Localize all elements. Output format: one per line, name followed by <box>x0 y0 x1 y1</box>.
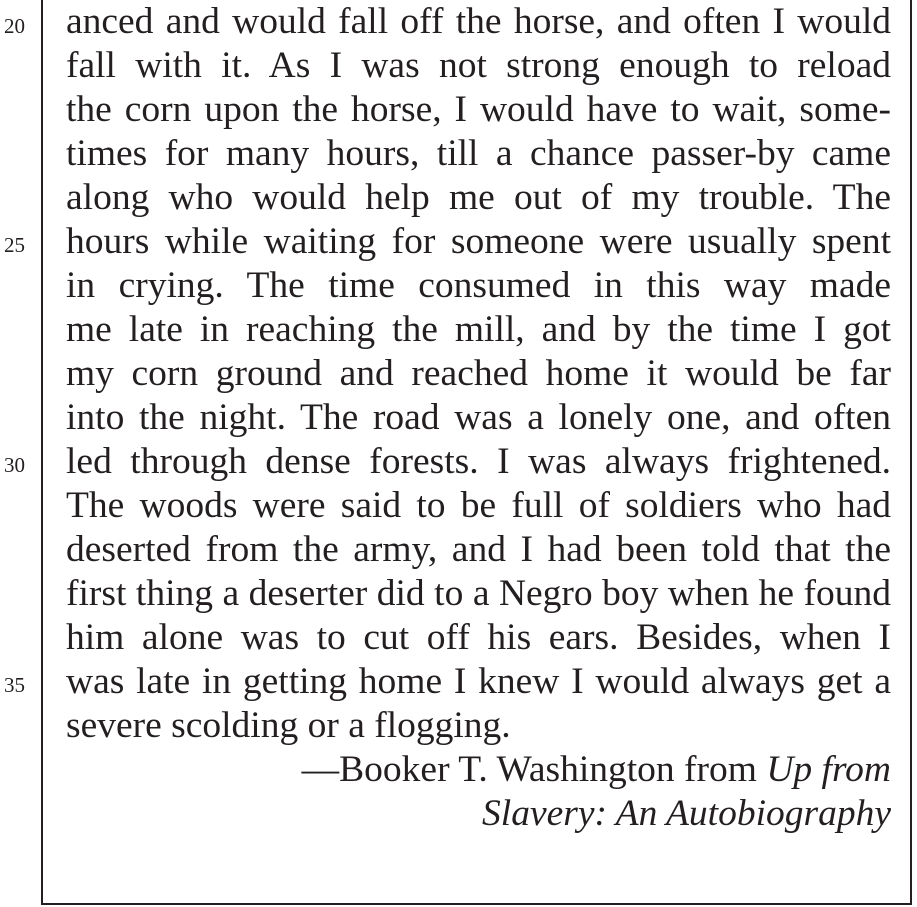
attribution-title-part1: Up from <box>766 749 891 790</box>
passage-line: into the night. The road was a lonely one, and often <box>66 397 891 438</box>
attribution-title-part2: Slavery: An Autobiography <box>482 793 891 834</box>
line-number-30: 30 <box>4 453 25 477</box>
passage-line: in crying. The time consumed in this way made <box>66 265 891 306</box>
passage-line: me late in reaching the mill, and by the time I got <box>66 309 891 350</box>
passage-line: my corn ground and reached home it would be far <box>66 353 891 394</box>
passage-line: first thing a deserter did to a Negro boy when he found <box>66 573 891 614</box>
passage-line: hours while waiting for someone were usually spent <box>66 221 891 262</box>
passage-line: was late in getting home I knew I would always get a <box>66 661 891 702</box>
passage-line: anced and would fall off the horse, and often I would <box>66 1 891 42</box>
passage-line: along who would help me out of my trouble. The <box>66 177 891 218</box>
passage-line: him alone was to cut off his ears. Besides, when I <box>66 617 891 658</box>
line-number-35: 35 <box>4 673 25 697</box>
passage-line: The woods were said to be full of soldiers who had <box>66 485 891 526</box>
passage-line: times for many hours, till a chance passer-by came <box>66 133 891 174</box>
passage-line: severe scolding or a flogging. <box>66 705 511 746</box>
passage-line: fall with it. As I was not strong enough to reload <box>66 45 891 86</box>
attribution-author: —Booker T. Washington from <box>301 749 767 790</box>
attribution-line <box>66 748 891 792</box>
passage-line: deserted from the army, and I had been told that the <box>66 529 891 570</box>
line-number-20: 20 <box>4 14 25 38</box>
attribution-line <box>66 792 891 836</box>
line-number-25: 25 <box>4 233 25 257</box>
passage-line: the corn upon the horse, I would have to wait, some- <box>66 89 891 130</box>
passage-line: led through dense forests. I was always frightened. <box>66 441 891 482</box>
